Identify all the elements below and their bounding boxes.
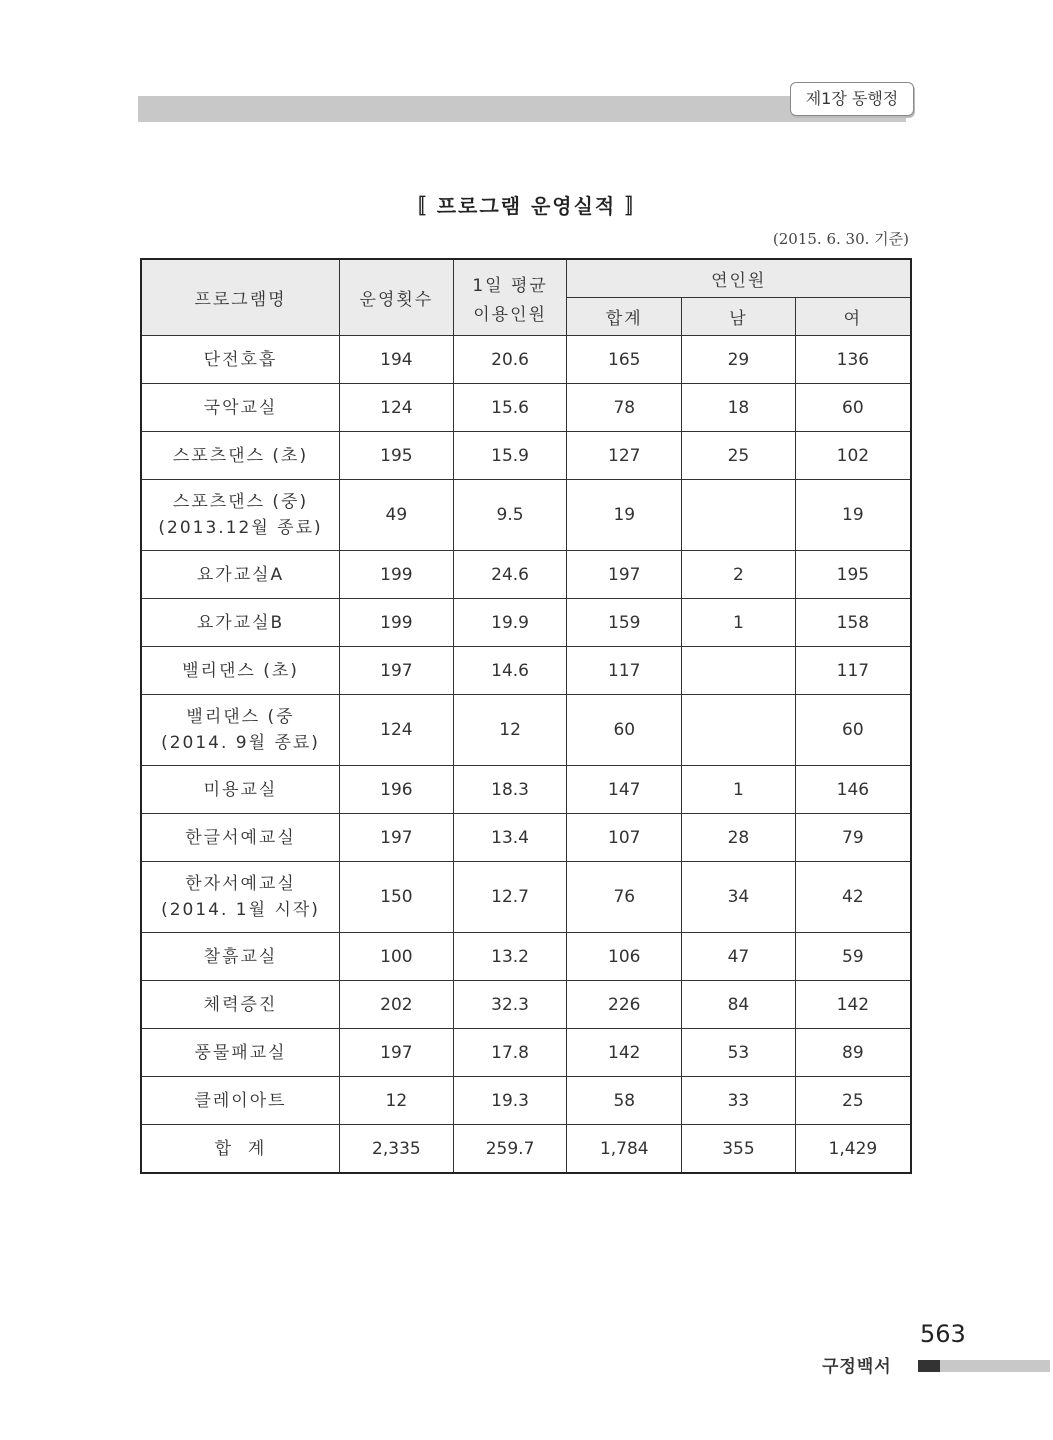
table-row <box>141 647 911 695</box>
avg-cell: 15.6 <box>453 384 567 432</box>
female-cell: 142 <box>795 981 911 1029</box>
sum-cell: 142 <box>567 1029 682 1077</box>
avg-cell: 13.2 <box>453 933 567 981</box>
program-name-cell <box>141 1077 340 1125</box>
sum-cell: 19 <box>567 480 682 551</box>
female-cell: 25 <box>795 1077 911 1125</box>
avg-cell: 12 <box>453 695 567 766</box>
total-avg-cell: 259.7 <box>453 1125 567 1174</box>
female-cell: 158 <box>795 599 911 647</box>
avg-cell: 9.5 <box>453 480 567 551</box>
program-note: (2013.12월 종료) <box>158 518 323 538</box>
header-sessions: 운영횟수 <box>340 259 454 336</box>
table-row <box>141 766 911 814</box>
program-note: (2014. 1월 시작) <box>161 900 320 920</box>
header-daily-avg-line1: 1일 평균 <box>472 275 548 296</box>
table-row <box>141 981 911 1029</box>
program-name: 한자서예교실 <box>185 874 296 894</box>
sum-cell: 106 <box>567 933 682 981</box>
avg-cell: 18.3 <box>453 766 567 814</box>
female-cell: 59 <box>795 933 911 981</box>
header-program: 프로그램명 <box>141 259 340 336</box>
avg-cell: 20.6 <box>453 336 567 384</box>
sum-cell: 76 <box>567 862 682 933</box>
footer-block <box>918 1360 940 1372</box>
male-cell: 2 <box>682 551 796 599</box>
total-sum-cell: 1,784 <box>567 1125 682 1174</box>
program-name: 풍물패교실 <box>194 1042 287 1063</box>
program-name-cell <box>141 981 340 1029</box>
sessions-cell: 202 <box>340 981 454 1029</box>
table-row <box>141 432 911 480</box>
female-cell: 102 <box>795 432 911 480</box>
table-row <box>141 862 911 933</box>
program-name-cell <box>141 384 340 432</box>
header-total-persons: 연인원 <box>567 259 911 298</box>
program-name: 스포츠댄스 (초) <box>172 445 309 466</box>
program-name: 스포츠댄스 (중) <box>172 492 309 512</box>
sessions-cell: 197 <box>340 814 454 862</box>
female-cell: 19 <box>795 480 911 551</box>
male-cell: 29 <box>682 336 796 384</box>
male-cell: 33 <box>682 1077 796 1125</box>
sessions-cell: 194 <box>340 336 454 384</box>
program-name-cell <box>141 1029 340 1077</box>
program-name: 찰흙교실 <box>203 946 278 967</box>
total-female-cell: 1,429 <box>795 1125 911 1174</box>
sessions-cell: 150 <box>340 862 454 933</box>
sessions-cell: 196 <box>340 766 454 814</box>
page-number: 563 <box>920 1320 966 1348</box>
sum-cell: 58 <box>567 1077 682 1125</box>
program-name: 클레이아트 <box>194 1090 287 1111</box>
male-cell: 84 <box>682 981 796 1029</box>
male-cell: 18 <box>682 384 796 432</box>
avg-cell: 17.8 <box>453 1029 567 1077</box>
female-cell: 146 <box>795 766 911 814</box>
table-row <box>141 551 911 599</box>
avg-cell: 24.6 <box>453 551 567 599</box>
sum-cell: 127 <box>567 432 682 480</box>
program-name-cell <box>141 933 340 981</box>
program-name-cell <box>141 432 340 480</box>
sum-cell: 78 <box>567 384 682 432</box>
program-name-cell <box>141 336 340 384</box>
total-row <box>141 1125 911 1174</box>
program-name-cell <box>141 480 340 551</box>
female-cell: 89 <box>795 1029 911 1077</box>
female-cell: 60 <box>795 695 911 766</box>
female-cell: 117 <box>795 647 911 695</box>
sessions-cell: 195 <box>340 432 454 480</box>
program-name: 국악교실 <box>203 397 278 418</box>
basis-date: (2015. 6. 30. 기준) <box>772 230 909 248</box>
sessions-cell: 197 <box>340 1029 454 1077</box>
sum-cell: 197 <box>567 551 682 599</box>
male-cell <box>682 695 796 766</box>
male-cell <box>682 480 796 551</box>
total-sessions-cell: 2,335 <box>340 1125 454 1174</box>
avg-cell: 14.6 <box>453 647 567 695</box>
avg-cell: 12.7 <box>453 862 567 933</box>
avg-cell: 32.3 <box>453 981 567 1029</box>
sessions-cell: 49 <box>340 480 454 551</box>
table-row <box>141 480 911 551</box>
table-row <box>141 695 911 766</box>
header-sum: 합계 <box>567 298 682 336</box>
sum-cell: 117 <box>567 647 682 695</box>
program-name: 밸리댄스 (초) <box>182 660 299 681</box>
program-name-cell <box>141 647 340 695</box>
male-cell <box>682 647 796 695</box>
sessions-cell: 124 <box>340 384 454 432</box>
sum-cell: 107 <box>567 814 682 862</box>
sum-cell: 60 <box>567 695 682 766</box>
sessions-cell: 199 <box>340 551 454 599</box>
male-cell: 1 <box>682 766 796 814</box>
book-title: 구정백서 <box>822 1357 892 1377</box>
female-cell: 136 <box>795 336 911 384</box>
sessions-cell: 12 <box>340 1077 454 1125</box>
avg-cell: 13.4 <box>453 814 567 862</box>
table-row <box>141 384 911 432</box>
program-name: 체력증진 <box>203 994 278 1015</box>
sessions-cell: 199 <box>340 599 454 647</box>
sessions-cell: 197 <box>340 647 454 695</box>
program-name-cell <box>141 551 340 599</box>
sum-cell: 159 <box>567 599 682 647</box>
header-daily-avg <box>453 259 567 336</box>
program-name-cell <box>141 766 340 814</box>
table-row <box>141 1077 911 1125</box>
page-title: 〚 프로그램 운영실적 〛 <box>405 194 648 218</box>
female-cell: 195 <box>795 551 911 599</box>
sum-cell: 165 <box>567 336 682 384</box>
program-name-cell <box>141 862 340 933</box>
table-row <box>141 599 911 647</box>
table-row <box>141 933 911 981</box>
table-body <box>141 336 911 1174</box>
sessions-cell: 124 <box>340 695 454 766</box>
table-row <box>141 336 911 384</box>
program-name: 밸리댄스 (중 <box>186 707 295 727</box>
program-name: 단전호흡 <box>203 349 278 370</box>
program-name: 미용교실 <box>203 779 278 800</box>
program-results-table <box>140 258 912 1174</box>
female-cell: 42 <box>795 862 911 933</box>
footer-bar <box>940 1360 1050 1372</box>
program-note: (2014. 9월 종료) <box>161 733 320 753</box>
program-name-cell <box>141 599 340 647</box>
male-cell: 1 <box>682 599 796 647</box>
program-name: 한글서예교실 <box>185 827 296 848</box>
total-male-cell: 355 <box>682 1125 796 1174</box>
program-name: 요가교실B <box>196 612 285 633</box>
program-name: 요가교실A <box>196 564 285 585</box>
program-name-cell <box>141 814 340 862</box>
male-cell: 53 <box>682 1029 796 1077</box>
male-cell: 25 <box>682 432 796 480</box>
avg-cell: 15.9 <box>453 432 567 480</box>
avg-cell: 19.3 <box>453 1077 567 1125</box>
female-cell: 79 <box>795 814 911 862</box>
avg-cell: 19.9 <box>453 599 567 647</box>
sum-cell: 147 <box>567 766 682 814</box>
female-cell: 60 <box>795 384 911 432</box>
table-row <box>141 814 911 862</box>
table-row <box>141 1029 911 1077</box>
program-name-cell <box>141 695 340 766</box>
male-cell: 47 <box>682 933 796 981</box>
male-cell: 28 <box>682 814 796 862</box>
male-cell: 34 <box>682 862 796 933</box>
header-daily-avg-line2: 이용인원 <box>473 304 547 325</box>
header-female: 여 <box>795 298 911 336</box>
total-label: 합 계 <box>141 1125 340 1174</box>
sessions-cell: 100 <box>340 933 454 981</box>
chapter-tab: 제1장 동행정 <box>790 82 914 116</box>
header-male: 남 <box>682 298 796 336</box>
sum-cell: 226 <box>567 981 682 1029</box>
